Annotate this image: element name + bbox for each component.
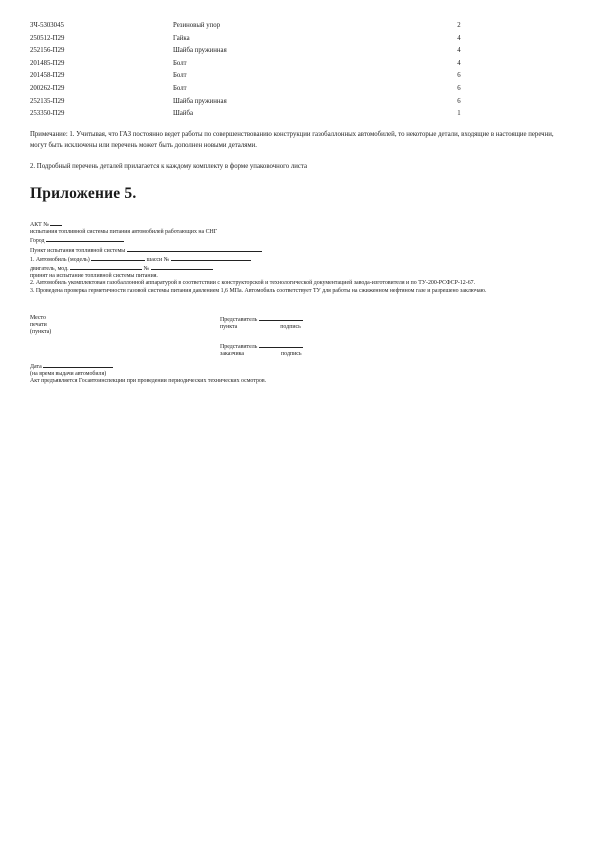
part-name: Гайка <box>173 34 190 42</box>
table-row <box>30 70 470 83</box>
date-hint: (на время выдачи автомобиля) <box>30 371 107 378</box>
act-footer <box>30 362 266 386</box>
customer-rep-label: Представитель <box>220 344 258 350</box>
act-accepted: принят на испытание топливной системы питания. <box>30 273 158 280</box>
note-1: Примечание: 1. Учитывая, что ГАЗ постоянно ведет работы по совершенствованию конструкции газобаллонных автомобилей, то некоторые детали, входящие в настоящие перечни, могут быть исключены или перечень может быть дополнен новыми деталями. <box>30 131 554 149</box>
act-point-label: Пункт испытания топливной системы <box>30 247 126 254</box>
part-name: Болт <box>173 84 187 92</box>
note-2: 2. Подробный перечень деталей прилагается к каждому комплекту в форме упаковочного листа <box>30 163 307 170</box>
act-city-line <box>30 236 560 245</box>
act-city-label: Город <box>30 238 45 245</box>
stamp-place-block <box>30 315 51 337</box>
table-row <box>30 96 470 109</box>
act-number-label: АКТ № <box>30 222 49 228</box>
part-name: Болт <box>173 72 187 80</box>
point-representative-block <box>220 315 303 331</box>
act-engine-label: двигатель, мод. <box>30 266 69 273</box>
part-qty: 6 <box>457 97 461 105</box>
part-qty: 4 <box>457 59 461 67</box>
act-form <box>30 220 560 295</box>
part-code: 201458-П29 <box>30 72 65 80</box>
table-row <box>30 45 470 58</box>
parts-table <box>30 20 470 121</box>
point-rep-sign: подпись <box>280 324 301 331</box>
act-number-line <box>30 220 560 229</box>
act-chassis-blank <box>171 255 251 261</box>
act-car-label: 1. Автомобиль (модель) <box>30 256 90 263</box>
stamp-word: печати <box>30 322 47 329</box>
customer-representative-block <box>220 342 303 358</box>
part-name: Резиновый упор <box>173 22 221 29</box>
act-chassis-label: шасси № <box>146 256 170 263</box>
stamp-point: (пункта) <box>30 329 52 336</box>
table-row <box>30 108 470 121</box>
part-name: Шайба <box>173 110 193 118</box>
part-code: 250512-П29 <box>30 34 65 42</box>
part-qty: 6 <box>457 84 461 92</box>
part-qty: 4 <box>457 34 461 42</box>
table-row <box>30 20 470 33</box>
act-number-blank <box>50 220 62 226</box>
point-rep-blank <box>259 315 303 321</box>
point-rep-label: Представитель <box>220 317 258 323</box>
act-engine-blank <box>70 264 142 270</box>
part-code: 252156-П29 <box>30 47 65 55</box>
part-qty: 4 <box>457 47 461 55</box>
part-code: 201485-П29 <box>30 59 65 67</box>
part-name: Болт <box>173 59 187 67</box>
act-point-blank <box>127 246 262 252</box>
customer-rep-sign: подпись <box>281 351 302 358</box>
act-engine-no-blank <box>151 264 213 270</box>
part-qty: 6 <box>457 72 461 80</box>
act-engine-line <box>30 264 560 273</box>
part-code: 252135-П29 <box>30 97 65 105</box>
act-car-blank <box>91 255 145 261</box>
act-presentation-note: Акт предъявляется Госавтоинспекции при проведении периодических технических осмотров. <box>30 378 267 385</box>
act-city-blank <box>46 236 124 242</box>
act-car-line <box>30 255 560 264</box>
part-qty: 1 <box>457 110 461 118</box>
table-row <box>30 83 470 96</box>
part-name: Шайба пружинная <box>173 47 227 55</box>
part-qty: 2 <box>457 22 461 29</box>
customer-rep-role: заказчика <box>220 351 245 358</box>
date-label: Дата <box>30 364 42 370</box>
part-code: 200262-П29 <box>30 84 65 92</box>
part-code: 3Ч-5303045 <box>30 22 64 29</box>
act-point-line <box>30 246 560 255</box>
part-code: 253350-П29 <box>30 110 65 118</box>
act-title: испытания топливной системы питания автомобилей работающих на СНГ <box>30 229 218 236</box>
customer-rep-blank <box>259 342 303 348</box>
act-engine-no-label: № <box>143 266 150 273</box>
table-row <box>30 33 470 46</box>
stamp-place-label: Место <box>30 315 46 321</box>
act-item-3: 3. Проведена проверка герметичности газовой системы питания давлением 1,6 МПа. Автомобиль соответствует ТУ для работы на сжиженном нефтяном газе и разрешено заключаю. <box>30 287 487 294</box>
point-rep-role: пункта <box>220 324 238 331</box>
part-name: Шайба пружинная <box>173 97 227 105</box>
date-blank <box>43 362 113 368</box>
act-item-2: 2. Автомобиль укомплектован газобаллонной аппаратурой в соответствии с конструкторской и технологической документацией завода-изготовителя и по ТУ-200-РСФСР-12-67. <box>30 280 476 287</box>
appendix-title: Приложение 5. <box>30 185 137 202</box>
table-row <box>30 58 470 71</box>
